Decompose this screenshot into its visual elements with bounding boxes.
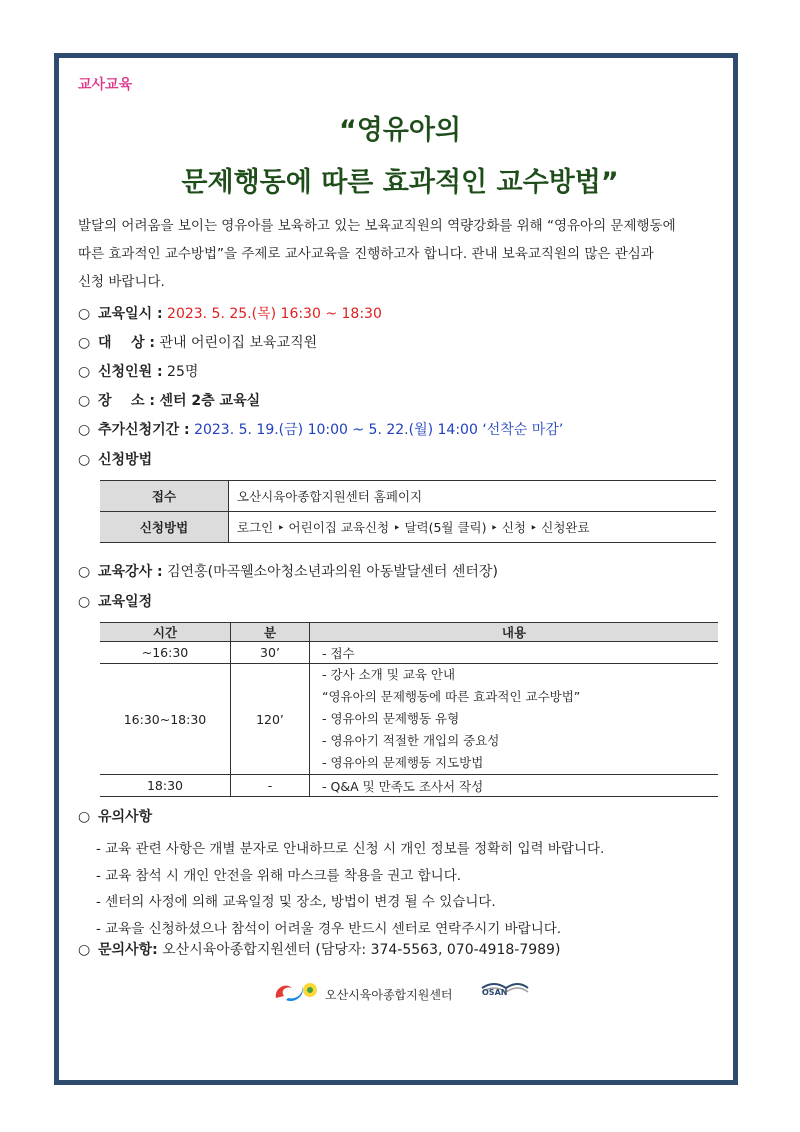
minutes-cell: -: [231, 775, 310, 797]
item-label: 교육강사 :: [98, 564, 163, 580]
content-line: - 영유아의 문제행동 유형: [322, 711, 460, 726]
column-header: 분: [231, 623, 310, 642]
item-extra: [78, 419, 563, 439]
item-value: 25명: [167, 364, 199, 380]
content-line: - 강사 소개 및 교육 안내: [322, 667, 456, 682]
note-item: - 교육을 신청하셨으나 참석이 어려울 경우 반드시 센터로 연락주시기 바랍니다.: [96, 920, 562, 937]
title-line-2: 문제행동에 따른 효과적인 교수방법”: [181, 167, 619, 198]
table-row: [100, 664, 718, 775]
content-cell: [310, 664, 719, 775]
item-contact: [78, 939, 560, 959]
note-item: - 교육 관련 사항은 개별 분자로 안내하므로 신청 시 개인 정보를 정확히 입력 바랍니다.: [96, 841, 605, 857]
item-value: 2023. 5. 25.(목) 16:30 ~ 18:30: [167, 306, 382, 322]
minutes-cell: 30’: [231, 642, 310, 664]
bullet-circle-icon: ○: [78, 393, 91, 409]
time-cell: 18:30: [100, 775, 231, 797]
bullet-circle-icon: ○: [78, 422, 91, 438]
bullet-circle-icon: ○: [78, 335, 91, 351]
item-notes: [78, 806, 152, 826]
logo-osan: OSAN: [482, 988, 508, 997]
intro-paragraph: [78, 212, 728, 296]
time-cell: ~16:30: [100, 642, 231, 664]
item-label: 장 소 :: [98, 393, 156, 409]
schedule-table: [100, 622, 718, 797]
item-method: [78, 449, 152, 469]
note-item: - 교육 참석 시 개인 안전을 위해 마스크를 착용을 권고 합니다.: [96, 867, 462, 884]
bullet-circle-icon: ○: [78, 364, 91, 380]
table-row: [100, 775, 718, 797]
item-place: [78, 390, 260, 410]
table-header-row: [100, 623, 718, 642]
notes-list: [96, 836, 604, 942]
item-schedule: [78, 591, 152, 611]
content-line: - 영유아기 적절한 개입의 중요성: [322, 733, 500, 748]
bullet-circle-icon: ○: [78, 809, 91, 825]
content-line: “영유아의 문제행동에 따른 효과적인 교수방법”: [322, 689, 581, 704]
bullet-circle-icon: ○: [78, 452, 91, 468]
table-cell: 오산시육아종합지원센터 홈페이지: [229, 481, 717, 512]
item-label: 신청방법: [98, 452, 153, 468]
item-value: 센터 2층 교육실: [159, 393, 261, 409]
item-label: 유의사항: [98, 809, 153, 825]
column-header: 시간: [100, 623, 231, 642]
item-label: 대 상 :: [98, 335, 156, 351]
item-label: 추가신청기간 :: [98, 422, 190, 438]
method-table: [100, 480, 716, 543]
content-cell: - Q&A 및 만족도 조사서 작성: [310, 775, 719, 797]
item-date: [78, 303, 382, 323]
table-cell: 로그인 ‣ 어린이집 교육신청 ‣ 달력(5월 클릭) ‣ 신청 ‣ 신청완료: [229, 512, 717, 543]
table-head-cell: 신청방법: [100, 512, 229, 543]
item-label: 문의사항:: [98, 942, 158, 958]
intro-line: 따른 효과적인 교수방법”을 주제로 교사교육을 진행하고자 합니다. 관내 보육교직원의 많은 관심과: [78, 246, 654, 262]
item-value: 오산시육아종합지원센터 (담당자: 374-5563, 070-4918-7989): [162, 942, 561, 958]
category-label: 교사교육: [78, 77, 133, 93]
item-value: 관내 어린이집 보육교직원: [159, 335, 318, 351]
bullet-circle-icon: ○: [78, 942, 91, 958]
item-value: 2023. 5. 19.(금) 10:00 ~ 5. 22.(월) 14:00 ‘선착순 마감’: [194, 422, 564, 438]
logo-name: 오산시육아종합지원센터: [325, 988, 453, 1002]
table-row: [100, 512, 716, 543]
item-target: [78, 332, 317, 352]
table-row: [100, 642, 718, 664]
item-label: 교육일시 :: [98, 306, 163, 322]
time-cell: 16:30~18:30: [100, 664, 231, 775]
item-label: 신청인원 :: [98, 364, 163, 380]
item-value: 김연홍(마곡웰소아청소년과의원 아동발달센터 센터장): [167, 564, 498, 580]
table-head-cell: 접수: [100, 481, 229, 512]
item-label: 교육일정: [98, 594, 153, 610]
note-item: - 센터의 사정에 의해 교육일정 및 장소, 방법이 변경 될 수 있습니다.: [96, 894, 496, 910]
item-count: [78, 361, 198, 381]
title-line-1: “영유아의: [338, 115, 462, 146]
minutes-cell: 120’: [231, 664, 310, 775]
bullet-circle-icon: ○: [78, 564, 91, 580]
content-line: - 영유아의 문제행동 지도방법: [322, 755, 484, 770]
intro-line: 발달의 어려움을 보이는 영유아를 보육하고 있는 보육교직원의 역량강화를 위해 “영유아의 문제행동에: [78, 218, 676, 234]
bullet-circle-icon: ○: [78, 594, 91, 610]
column-header: 내용: [310, 623, 719, 642]
bullet-circle-icon: ○: [78, 306, 91, 322]
intro-line: 신청 바랍니다.: [78, 274, 165, 290]
item-lecturer: [78, 561, 498, 581]
content-cell: - 접수: [310, 642, 719, 664]
table-row: [100, 481, 716, 512]
